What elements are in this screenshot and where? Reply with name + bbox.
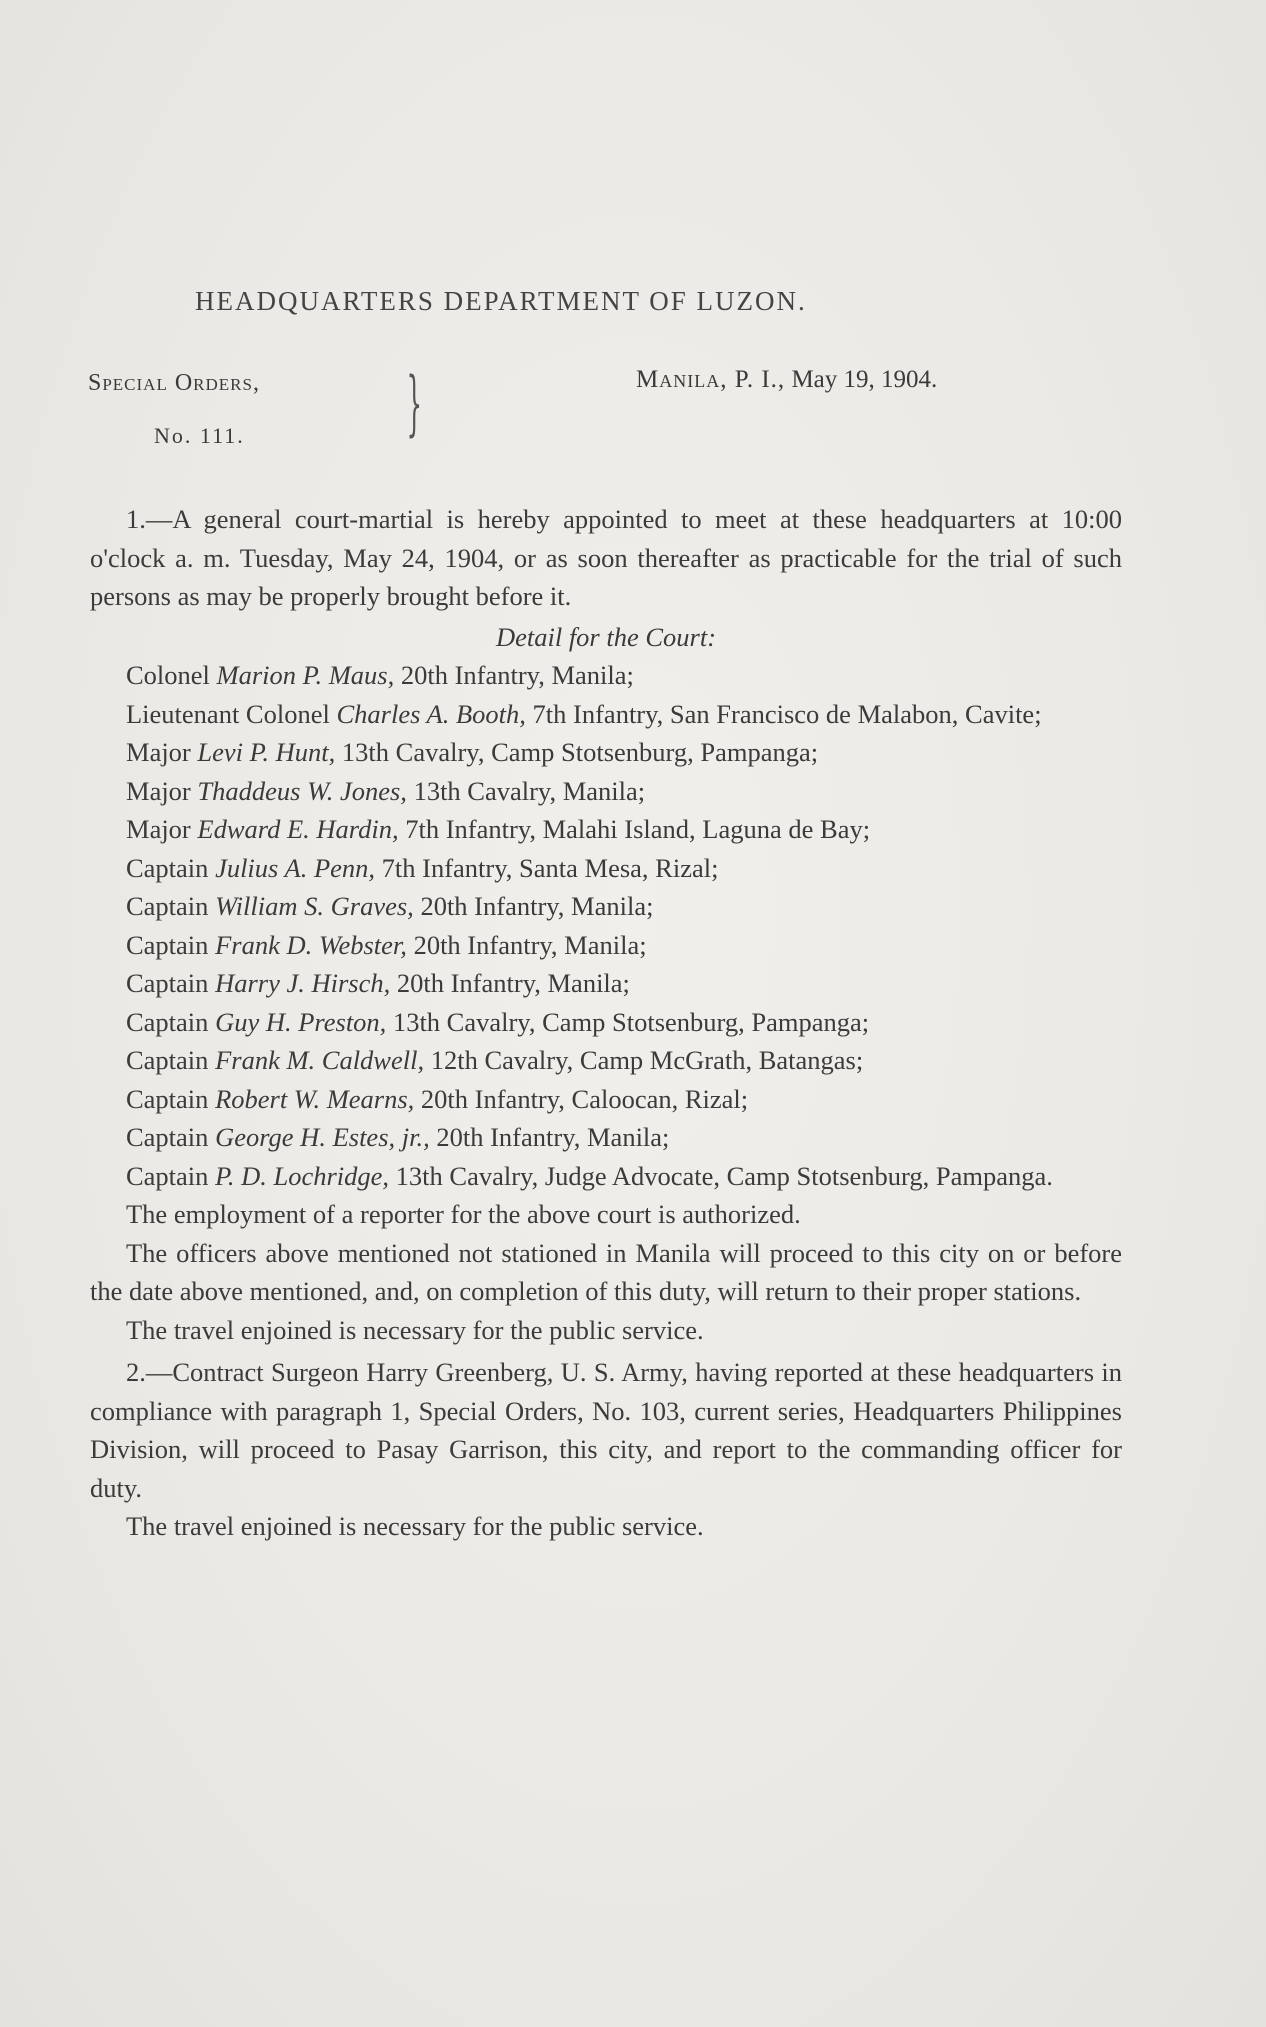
list-item: Captain Julius A. Penn, 7th Infantry, Santa Mesa, Rizal; [126, 852, 719, 883]
document-heading: HEADQUARTERS DEPARTMENT OF LUZON. [195, 286, 807, 316]
paragraph-2: 2.—Contract Surgeon Harry Greenberg, U. S. Army, having reported at these headquarters in compliance with paragraph 1, Special Orders, No. 103, current series, Headquarters Philippines Division, will proceed to Pasay Garrison, this city, and report to the commanding officer for duty. [90, 1357, 1122, 1503]
special-orders-block [88, 362, 428, 449]
list-item: Major Edward E. Hardin, 7th Infantry, Malahi Island, Laguna de Bay; [126, 814, 871, 844]
list-item: Lieutenant Colonel Charles A. Booth, 7th Infantry, San Francisco de Malabon, Cavite; [126, 698, 1042, 729]
travel-note-1: The travel enjoined is necessary for the public service. [126, 1314, 704, 1345]
list-item: Captain Robert W. Mearns, 20th Infantry, Caloocan, Rizal; [126, 1083, 749, 1114]
paragraph-1: 1.—A general court-martial is hereby appointed to meet at these headquarters at 10:00 o'clock a. m. Tuesday, May 24, 1904, or as soon thereafter as practicable for the trial of such persons as may be properly brought before it. [90, 504, 1122, 611]
order-number: No. 111. [154, 423, 245, 448]
dateline [636, 366, 937, 394]
court-members [90, 656, 1122, 1195]
special-orders-label: Special Orders, [88, 370, 260, 396]
dateline-place: Manila, P. I., [636, 366, 786, 393]
list-item: Colonel Marion P. Maus, 20th Infantry, Manila; [126, 660, 634, 690]
list-item: Captain George H. Estes, jr., 20th Infantry, Manila; [126, 1122, 670, 1152]
reporter-note: The employment of a reporter for the above court is authorized. [126, 1199, 801, 1229]
list-item: Major Thaddeus W. Jones, 13th Cavalry, Manila; [126, 775, 646, 806]
list-item: Captain Guy H. Preston, 13th Cavalry, Camp Stotsenburg, Pampanga; [126, 1006, 870, 1037]
officers-note: The officers above mentioned not stationed in Manila will proceed to this city on or before the date above mentioned, and, on completion of this duty, will return to their proper stations. [90, 1237, 1122, 1306]
list-item: Captain Harry J. Hirsch, 20th Infantry, Manila; [126, 968, 630, 998]
detail-heading: Detail for the Court: [495, 621, 717, 652]
travel-note-2: The travel enjoined is necessary for the public service. [126, 1511, 704, 1541]
brace-icon: } [406, 362, 423, 444]
list-item: Captain William S. Graves, 20th Infantry, Manila; [126, 891, 654, 921]
list-item: Captain Frank D. Webster, 20th Infantry, Manila; [126, 929, 647, 960]
list-item: Captain P. D. Lochridge, 13th Cavalry, Judge Advocate, Camp Stotsenburg, Pampanga. [126, 1160, 1053, 1191]
dateline-date: May 19, 1904. [791, 366, 938, 393]
order-body [90, 500, 1122, 1546]
list-item: Captain Frank M. Caldwell, 12th Cavalry, Camp McGrath, Batangas; [126, 1045, 864, 1075]
list-item: Major Levi P. Hunt, 13th Cavalry, Camp Stotsenburg, Pampanga; [126, 737, 819, 767]
